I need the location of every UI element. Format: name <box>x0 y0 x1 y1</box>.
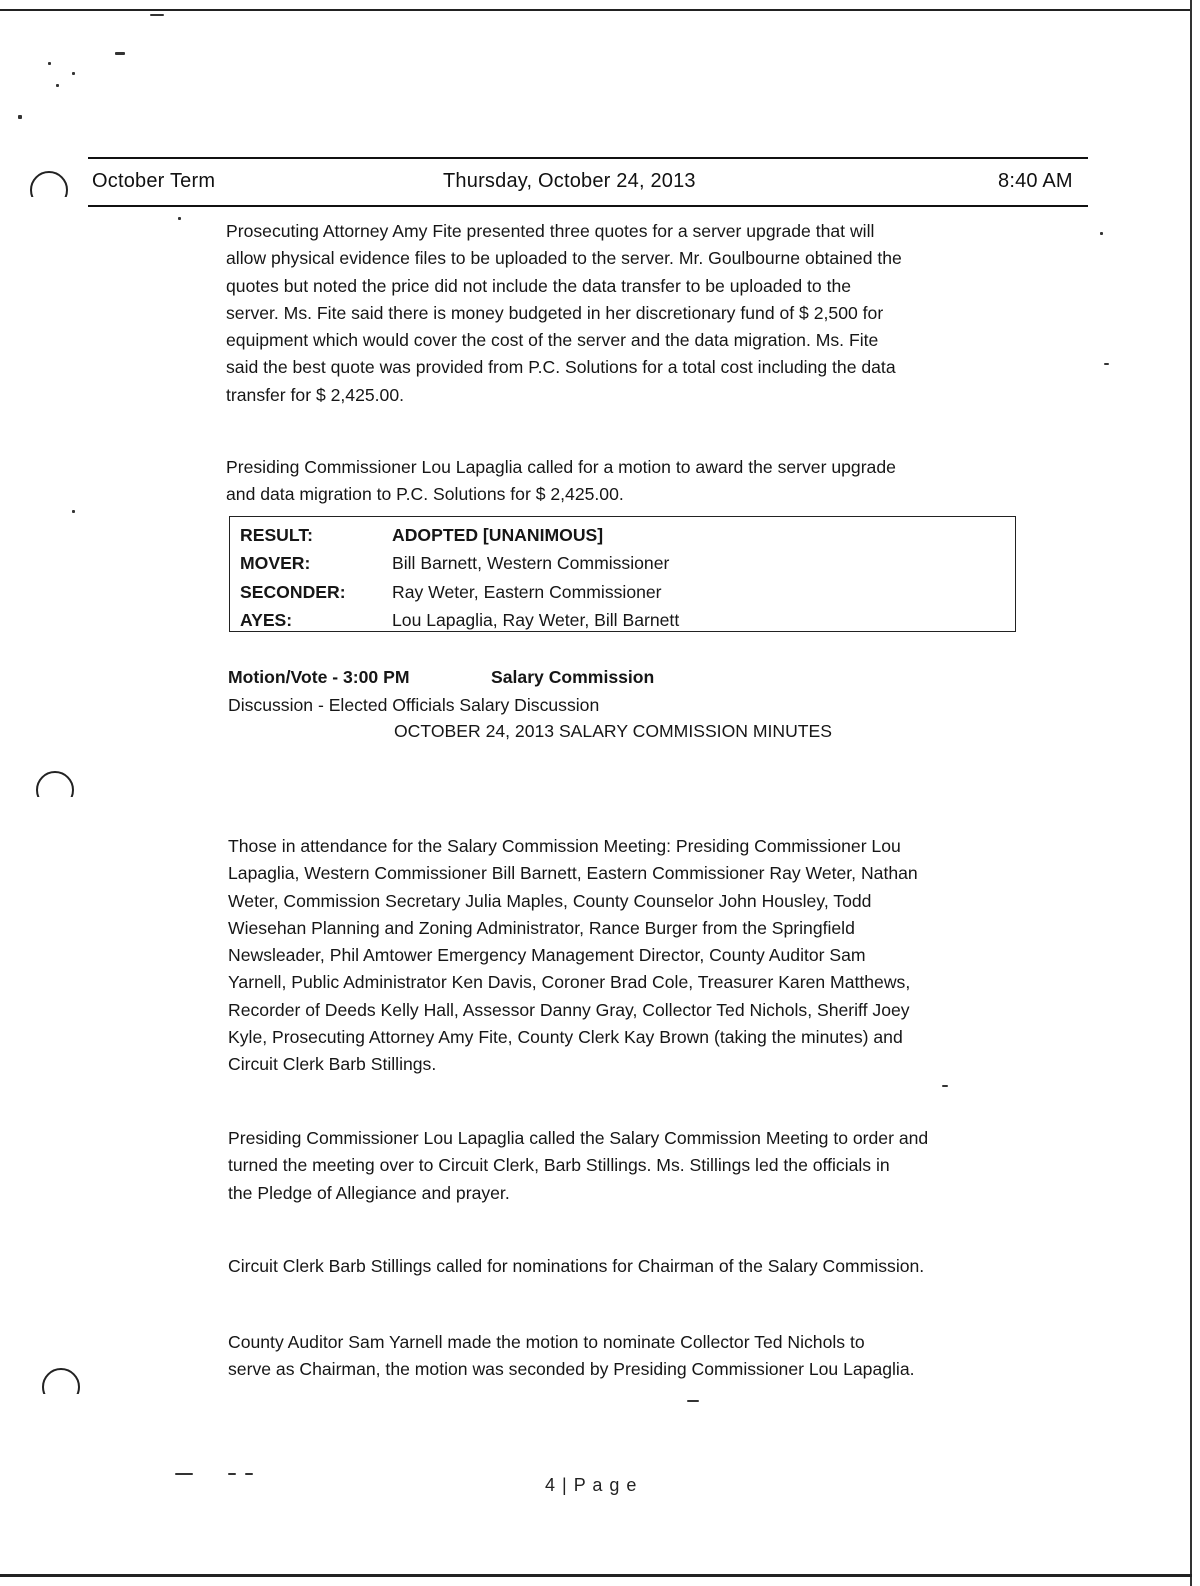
scan-speck <box>228 1473 236 1475</box>
punch-hole <box>30 171 68 209</box>
text-line: Circuit Clerk Barb Stillings. <box>228 1054 437 1075</box>
scan-edge-top <box>0 9 1190 11</box>
paragraph-nominations <box>228 1253 1048 1280</box>
scan-speck <box>175 1473 193 1475</box>
text-line: Presiding Commissioner Lou Lapaglia called the Salary Commission Meeting to order and <box>228 1128 929 1148</box>
scan-speck <box>1100 232 1103 235</box>
header-date: Thursday, October 24, 2013 <box>443 170 696 192</box>
text-line: said the best quote was provided from P.C. Solutions for a total cost including the data <box>226 357 896 378</box>
punch-hole <box>36 771 74 809</box>
motion-discussion: Discussion - Elected Officials Salary Discussion <box>228 695 600 715</box>
paragraph-attendance <box>228 833 1028 1079</box>
text-line: Newsleader, Phil Amtower Emergency Management Director, County Auditor Sam <box>228 945 866 966</box>
paragraph-chairman-motion <box>228 1329 1028 1384</box>
punch-hole <box>42 1368 80 1406</box>
text-line: and data migration to P.C. Solutions for $ 2,425.00. <box>226 484 624 505</box>
text-line: equipment which would cover the cost of the server and the data migration. Ms. Fite <box>226 330 879 351</box>
text-line: turned the meeting over to Circuit Clerk, Barb Stillings. Ms. Stillings led the officials in <box>228 1155 890 1176</box>
paragraph-server-quotes <box>226 218 1026 409</box>
vote-label: SECONDER: <box>240 582 346 602</box>
minutes-heading: OCTOBER 24, 2013 SALARY COMMISSION MINUTES <box>394 721 833 741</box>
text-line: Weter, Commission Secretary Julia Maples, County Counselor John Housley, Todd <box>228 890 872 911</box>
text-line: serve as Chairman, the motion was seconded by Presiding Commissioner Lou Lapaglia. <box>228 1359 915 1380</box>
scan-speck <box>115 52 125 55</box>
scan-edge-right <box>1190 0 1192 1586</box>
scan-speck <box>72 510 75 513</box>
vote-label: AYES: <box>240 610 293 630</box>
text-line: County Auditor Sam Yarnell made the motion to nominate Collector Ted Nichols to <box>228 1332 865 1352</box>
scan-speck <box>56 84 59 87</box>
scan-speck <box>18 115 22 119</box>
text-line: Recorder of Deeds Kelly Hall, Assessor Danny Gray, Collector Ted Nichols, Sheriff Joey <box>228 999 910 1020</box>
motion-title: Salary Commission <box>491 667 655 687</box>
text-line: the Pledge of Allegiance and prayer. <box>228 1182 510 1203</box>
text-line: transfer for $ 2,425.00. <box>226 384 404 405</box>
text-line: Presiding Commissioner Lou Lapaglia called for a motion to award the server upgrade <box>226 457 896 477</box>
vote-value: Lou Lapaglia, Ray Weter, Bill Barnett <box>392 610 680 630</box>
vote-value: Bill Barnett, Western Commissioner <box>392 553 670 573</box>
scan-speck <box>1104 363 1109 365</box>
text-line: quotes but noted the price did not include the data transfer to be uploaded to the <box>226 275 852 296</box>
vote-label: RESULT: <box>240 525 313 545</box>
vote-value: ADOPTED [UNANIMOUS] <box>392 525 604 545</box>
scan-speck <box>72 72 75 75</box>
text-line: Kyle, Prosecuting Attorney Amy Fite, County Clerk Kay Brown (taking the minutes) and <box>228 1027 903 1048</box>
vote-value: Ray Weter, Eastern Commissioner <box>392 582 662 602</box>
header-rule-top <box>88 157 1088 159</box>
paragraph-call-to-order <box>228 1125 1028 1207</box>
scan-speck <box>178 217 181 220</box>
text-line: Circuit Clerk Barb Stillings called for nominations for Chairman of the Salary Commission. <box>228 1256 925 1276</box>
vote-result-box <box>229 516 1016 632</box>
text-line: Wiesehan Planning and Zoning Administrator, Rance Burger from the Springfield <box>228 917 855 938</box>
text-line: server. Ms. Fite said there is money budgeted in her discretionary fund of $ 2,500 for <box>226 302 884 323</box>
vote-label: MOVER: <box>240 553 311 573</box>
paragraph-motion-call <box>226 454 1026 509</box>
motion-label: Motion/Vote - 3:00 PM <box>228 667 410 687</box>
scan-edge-bottom <box>0 1574 1192 1577</box>
page-number: 4 | P a g e <box>545 1475 638 1495</box>
scan-speck <box>150 14 164 16</box>
text-line: Lapaglia, Western Commissioner Bill Barnett, Eastern Commissioner Ray Weter, Nathan <box>228 863 918 884</box>
header-rule-bottom <box>88 205 1088 207</box>
text-line: Those in attendance for the Salary Commission Meeting: Presiding Commissioner Lou <box>228 836 901 856</box>
text-line: Prosecuting Attorney Amy Fite presented three quotes for a server upgrade that will <box>226 221 875 241</box>
text-line: Yarnell, Public Administrator Ken Davis, Coroner Brad Cole, Treasurer Karen Matthews, <box>228 972 911 993</box>
header-time: 8:40 AM <box>998 170 1073 192</box>
scan-speck <box>942 1085 948 1087</box>
scan-speck <box>245 1473 253 1475</box>
scan-speck <box>687 1400 699 1402</box>
scan-speck <box>48 62 51 65</box>
text-line: allow physical evidence files to be uploaded to the server. Mr. Goulbourne obtained the <box>226 248 902 269</box>
header-term: October Term <box>92 170 216 192</box>
